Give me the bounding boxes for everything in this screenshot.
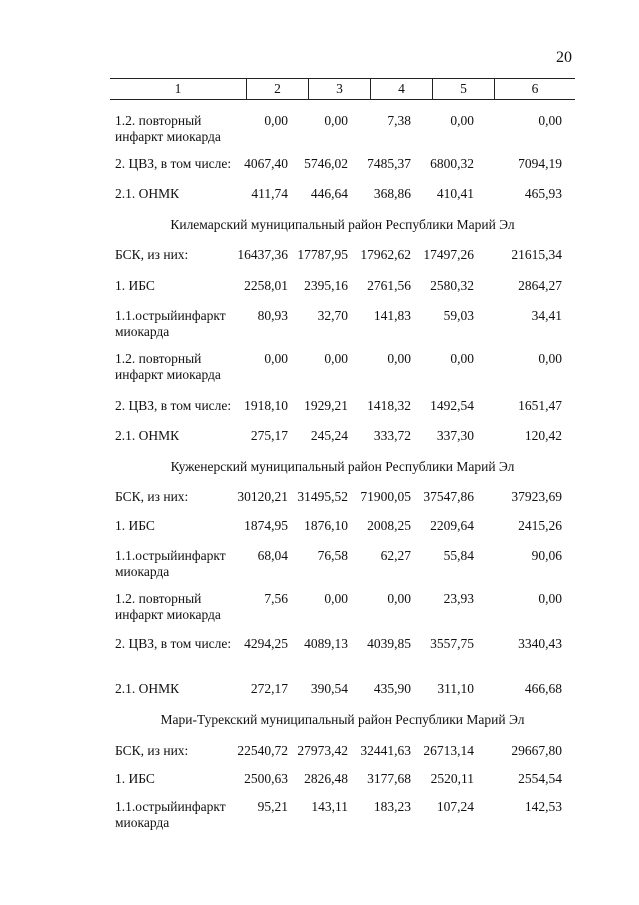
- cell-value-col3: 4089,13: [304, 636, 348, 651]
- row-label-line: 2. ЦВЗ, в том числе:: [115, 636, 232, 651]
- cell-value-col5: 55,84: [443, 548, 474, 563]
- cell-value-col3: 5746,02: [304, 156, 348, 171]
- cell-value-col4: 141,83: [373, 308, 411, 323]
- cell-value-col3: 27973,42: [297, 743, 348, 758]
- cell-value-col4: 62,27: [380, 548, 411, 563]
- header-cell: 3: [308, 79, 370, 99]
- cell-value-col3: 0,00: [324, 113, 348, 128]
- row-label-line: 1.1.острыйинфаркт: [115, 548, 226, 563]
- cell-value-col3: 0,00: [324, 351, 348, 366]
- cell-value-col4: 0,00: [387, 591, 411, 606]
- cell-value-col3: 143,11: [311, 799, 348, 814]
- cell-value-col6: 466,68: [524, 681, 562, 696]
- section-title: Килемарский муниципальный район Республики Марий Эл: [170, 217, 515, 232]
- row-label: [115, 489, 243, 505]
- cell-value-col6: 2554,54: [518, 771, 562, 786]
- cell-value-col5: 23,93: [443, 591, 474, 606]
- cell-value-col4: 17962,62: [360, 247, 411, 262]
- cell-value-col2: 411,74: [251, 186, 288, 201]
- row-label-line: БСК, из них:: [115, 247, 189, 262]
- header-cell: 2: [246, 79, 308, 99]
- row-label-line: 2. ЦВЗ, в том числе:: [115, 156, 232, 171]
- cell-value-col6: 90,06: [531, 548, 562, 563]
- row-label: [115, 398, 243, 414]
- section-title: Мари-Турекский муниципальный район Республики Марий Эл: [160, 712, 525, 727]
- cell-value-col6: 2415,26: [518, 518, 562, 533]
- cell-value-col4: 1418,32: [367, 398, 411, 413]
- cell-value-col5: 17497,26: [423, 247, 474, 262]
- cell-value-col5: 2580,32: [430, 278, 474, 293]
- cell-value-col5: 2520,11: [430, 771, 474, 786]
- row-label: [115, 186, 243, 202]
- row-label-line: инфаркт миокарда: [115, 607, 221, 622]
- cell-value-col5: 107,24: [436, 799, 474, 814]
- row-label: [115, 156, 243, 172]
- cell-value-col4: 32441,63: [360, 743, 411, 758]
- cell-value-col6: 142,53: [524, 799, 562, 814]
- cell-value-col5: 410,41: [436, 186, 474, 201]
- row-label-line: БСК, из них:: [115, 489, 189, 504]
- cell-value-col5: 1492,54: [430, 398, 474, 413]
- cell-value-col5: 26713,14: [423, 743, 474, 758]
- row-label-line: миокарда: [115, 324, 170, 339]
- row-label-line: 2.1. ОНМК: [115, 428, 180, 443]
- cell-value-col4: 435,90: [373, 681, 411, 696]
- row-label: [115, 548, 243, 580]
- cell-value-col2: 7,56: [264, 591, 288, 606]
- header-cell: 1: [174, 81, 182, 96]
- cell-value-col5: 3557,75: [430, 636, 474, 651]
- cell-value-col2: 30120,21: [237, 489, 288, 504]
- cell-value-col2: 95,21: [257, 799, 288, 814]
- cell-value-col6: 7094,19: [518, 156, 562, 171]
- row-label: [115, 247, 243, 263]
- row-label-line: 1. ИБС: [115, 278, 155, 293]
- cell-value-col5: 311,10: [437, 681, 474, 696]
- cell-value-col3: 2395,16: [304, 278, 348, 293]
- cell-value-col4: 183,23: [373, 799, 411, 814]
- row-label: [115, 743, 243, 759]
- cell-value-col5: 0,00: [450, 351, 474, 366]
- cell-value-col3: 446,64: [310, 186, 348, 201]
- cell-value-col5: 37547,86: [423, 489, 474, 504]
- cell-value-col2: 1874,95: [244, 518, 288, 533]
- row-label: [115, 351, 243, 383]
- cell-value-col4: 368,86: [373, 186, 411, 201]
- table-header-row: [110, 78, 575, 100]
- cell-value-col5: 0,00: [450, 113, 474, 128]
- cell-value-col6: 29667,80: [511, 743, 562, 758]
- cell-value-col3: 1929,21: [304, 398, 348, 413]
- cell-value-col5: 59,03: [443, 308, 474, 323]
- cell-value-col6: 3340,43: [518, 636, 562, 651]
- page-number: 20: [556, 49, 572, 66]
- row-label: [115, 428, 243, 444]
- row-label: [115, 799, 243, 831]
- cell-value-col2: 2258,01: [244, 278, 288, 293]
- cell-value-col4: 2761,56: [367, 278, 411, 293]
- header-cell: 6: [494, 79, 575, 99]
- cell-value-col6: 0,00: [538, 591, 562, 606]
- cell-value-col3: 390,54: [310, 681, 348, 696]
- row-label-line: инфаркт миокарда: [115, 367, 221, 382]
- row-label-line: 1.2. повторный: [115, 591, 202, 606]
- row-label-line: миокарда: [115, 815, 170, 830]
- cell-value-col4: 2008,25: [367, 518, 411, 533]
- row-label-line: 1.1.острыйинфаркт: [115, 308, 226, 323]
- cell-value-col2: 22540,72: [237, 743, 288, 758]
- header-cell: 4: [370, 79, 432, 99]
- row-label-line: инфаркт миокарда: [115, 129, 221, 144]
- cell-value-col4: 71900,05: [360, 489, 411, 504]
- cell-value-col6: 0,00: [538, 351, 562, 366]
- row-label-line: 2.1. ОНМК: [115, 186, 180, 201]
- row-label: [115, 278, 243, 294]
- cell-value-col6: 34,41: [531, 308, 562, 323]
- cell-value-col3: 2826,48: [304, 771, 348, 786]
- cell-value-col2: 80,93: [257, 308, 288, 323]
- cell-value-col2: 68,04: [257, 548, 288, 563]
- cell-value-col4: 7,38: [387, 113, 411, 128]
- row-label-line: БСК, из них:: [115, 743, 189, 758]
- row-label-line: миокарда: [115, 564, 170, 579]
- cell-value-col3: 76,58: [317, 548, 348, 563]
- cell-value-col3: 1876,10: [304, 518, 348, 533]
- row-label-line: 1.2. повторный: [115, 351, 202, 366]
- row-label-line: 2.1. ОНМК: [115, 681, 180, 696]
- header-cell: 5: [432, 79, 494, 99]
- cell-value-col3: 31495,52: [297, 489, 348, 504]
- cell-value-col4: 333,72: [373, 428, 411, 443]
- cell-value-col2: 275,17: [250, 428, 288, 443]
- row-label: [115, 591, 243, 623]
- row-label: [115, 308, 243, 340]
- cell-value-col4: 7485,37: [367, 156, 411, 171]
- cell-value-col2: 0,00: [264, 351, 288, 366]
- cell-value-col2: 4294,25: [244, 636, 288, 651]
- cell-value-col3: 245,24: [310, 428, 348, 443]
- row-label: [115, 771, 243, 787]
- cell-value-col2: 1918,10: [244, 398, 288, 413]
- row-label: [115, 681, 243, 697]
- row-label: [115, 518, 243, 534]
- cell-value-col3: 17787,95: [297, 247, 348, 262]
- cell-value-col4: 4039,85: [367, 636, 411, 651]
- row-label-line: 1. ИБС: [115, 771, 155, 786]
- cell-value-col2: 272,17: [250, 681, 288, 696]
- cell-value-col6: 21615,34: [511, 247, 562, 262]
- cell-value-col2: 16437,36: [237, 247, 288, 262]
- row-label-line: 2. ЦВЗ, в том числе:: [115, 398, 232, 413]
- row-label-line: 1.1.острыйинфаркт: [115, 799, 226, 814]
- cell-value-col4: 3177,68: [367, 771, 411, 786]
- cell-value-col5: 6800,32: [430, 156, 474, 171]
- cell-value-col4: 0,00: [387, 351, 411, 366]
- cell-value-col6: 1651,47: [518, 398, 562, 413]
- section-title: Куженерский муниципальный район Республики Марий Эл: [170, 459, 515, 474]
- cell-value-col5: 337,30: [436, 428, 474, 443]
- cell-value-col3: 0,00: [324, 591, 348, 606]
- cell-value-col2: 2500,63: [244, 771, 288, 786]
- cell-value-col6: 120,42: [524, 428, 562, 443]
- row-label: [115, 113, 243, 145]
- cell-value-col3: 32,70: [317, 308, 348, 323]
- cell-value-col6: 465,93: [524, 186, 562, 201]
- cell-value-col2: 4067,40: [244, 156, 288, 171]
- cell-value-col6: 0,00: [538, 113, 562, 128]
- cell-value-col2: 0,00: [264, 113, 288, 128]
- cell-value-col6: 2864,27: [518, 278, 562, 293]
- cell-value-col5: 2209,64: [430, 518, 474, 533]
- row-label: [115, 636, 243, 652]
- row-label-line: 1.2. повторный: [115, 113, 202, 128]
- cell-value-col6: 37923,69: [511, 489, 562, 504]
- row-label-line: 1. ИБС: [115, 518, 155, 533]
